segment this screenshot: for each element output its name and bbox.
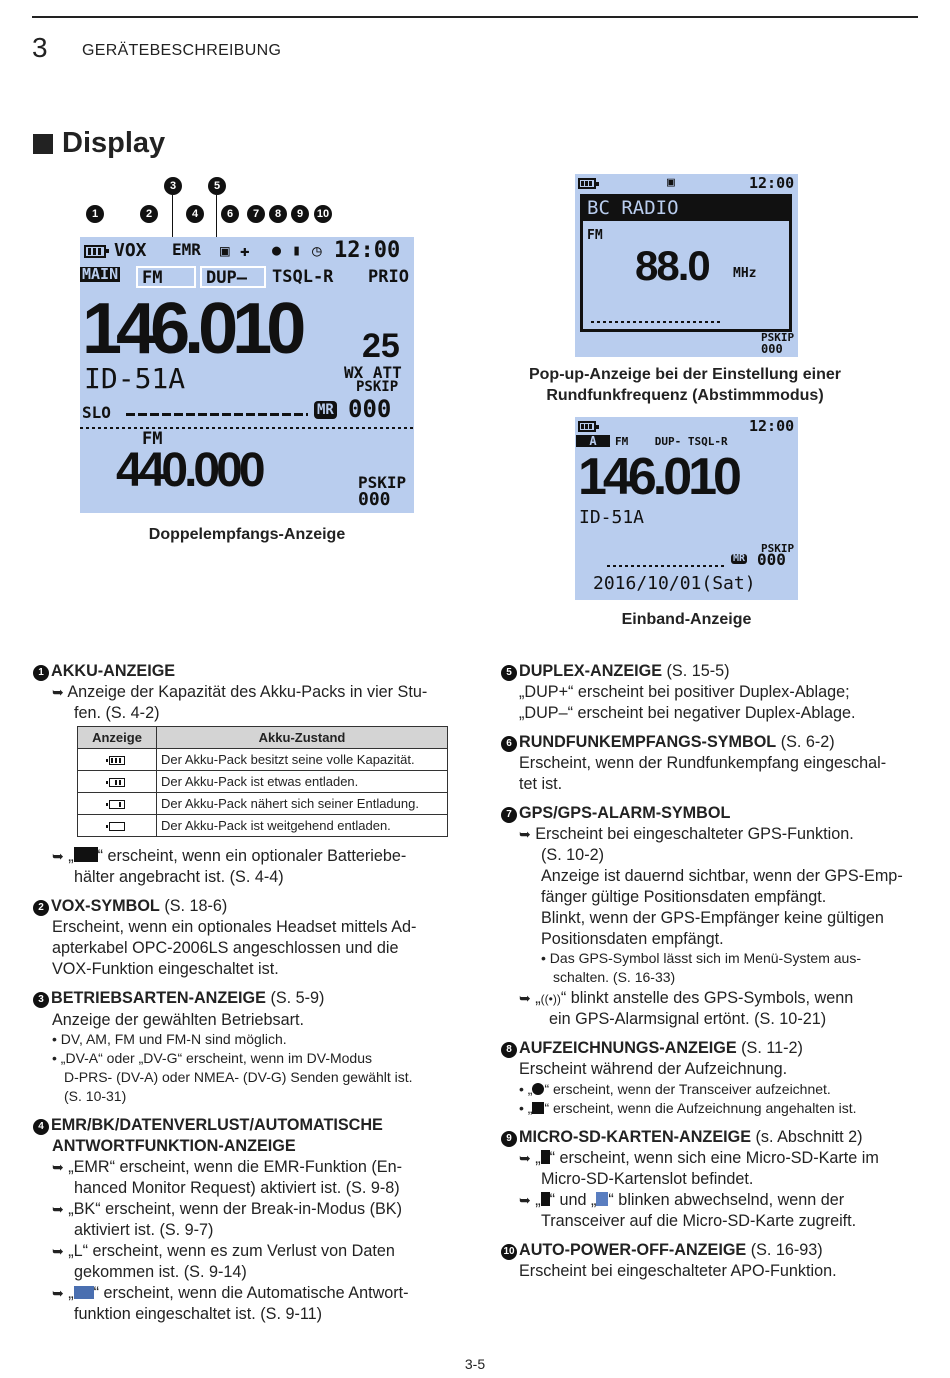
apo-heading — [501, 1240, 823, 1261]
table-header: Akku-Zustand — [157, 727, 448, 749]
chapter-title: GERÄTEBESCHREIBUNG — [82, 42, 282, 59]
mode-ref: (S. 5-9) — [265, 989, 325, 1007]
mr-indicator: MR — [314, 401, 337, 419]
memory-channel: 000 — [348, 395, 392, 423]
tone-indicator: TSQL-R — [272, 267, 334, 287]
battery-full-icon — [109, 756, 125, 765]
callout-10: 10 — [314, 205, 332, 223]
quote: „ — [68, 847, 74, 865]
memory-name: ID-51A — [579, 507, 645, 528]
sd-heading — [501, 1127, 863, 1148]
popup-dots — [591, 321, 721, 323]
emr-line: gekommen ist. (S. 9-14) — [74, 1263, 247, 1281]
sd-text: “ blinken abwechselnd, wenn der — [608, 1191, 845, 1209]
mode-indicator: FM — [136, 266, 196, 288]
number-badge: 10 — [501, 1244, 517, 1260]
date: 2016/10/01(Sat) — [593, 573, 756, 594]
bc-title: RUNDFUNKEMPFANGS-SYMBOL — [519, 733, 777, 751]
mr-indicator: MR — [733, 553, 746, 564]
number-badge: 4 — [33, 1119, 49, 1135]
memory-channel: 000 — [757, 550, 786, 569]
chapter-number: 3 — [32, 32, 48, 63]
gps-alarm-line: ➥ „((•))“ blinkt anstelle des GPS-Symbols, wenn — [519, 989, 854, 1007]
status-indicators: FM DUP- TSQL-R — [615, 435, 728, 448]
sd-line: ➥ „ “ erscheint, wenn sich eine Micro-SD-Karte im — [519, 1149, 879, 1167]
rec-bullet: • „ “ erscheint, wenn der Transceiver aufzeichnet. — [519, 1081, 831, 1097]
single-display-caption: Einband-Anzeige — [621, 611, 752, 628]
section-title: Display — [62, 127, 166, 159]
table-header: Anzeige — [78, 727, 157, 749]
popup-frequency: 88.0 — [635, 242, 709, 289]
akku-note: hälter angebracht ist. (S. 4-4) — [74, 868, 284, 886]
table-cell: Der Akku-Pack ist etwas entladen. — [157, 771, 448, 793]
main-label: MAIN — [82, 265, 119, 283]
arrow-icon: ➥ — [519, 1192, 531, 1208]
emr-indicator: EMR — [172, 240, 201, 259]
sd-line: ➥ „ “ und „ “ blinken abwechselnd, wenn der — [519, 1191, 845, 1209]
vox-ref: (S. 18-6) — [159, 897, 228, 915]
mode-bullet: • „DV-A“ oder „DV-G“ erscheint, wenn im DV-Modus — [52, 1050, 372, 1066]
callout-1: 1 — [86, 205, 104, 223]
arrow-icon: ➥ — [519, 1150, 531, 1166]
wx-att-indicator: WX ATT — [344, 363, 402, 382]
frequency: 146.010 — [578, 448, 738, 506]
emr-line: ➥ „ “ erscheint, wenn die Automatische Antwort- — [52, 1284, 409, 1302]
mode-title: BETRIEBSARTEN-ANZEIGE — [51, 989, 266, 1007]
callout-5: 5 — [208, 177, 226, 195]
duplex-ref: (S. 15-5) — [662, 662, 730, 680]
sd-text: “ und „ — [549, 1191, 597, 1209]
arrow-icon: ➥ — [52, 1201, 64, 1217]
rec-bullet-text: “ erscheint, wenn die Aufzeichnung angehalten ist. — [544, 1100, 857, 1116]
battery-icon — [84, 245, 106, 258]
memory-name: ID-51A — [84, 362, 186, 395]
main-frequency: 146.010 — [82, 289, 301, 369]
number-badge: 9 — [501, 1131, 517, 1147]
arrow-icon: ➥ — [52, 848, 64, 864]
gps-heading — [501, 803, 730, 824]
akku-note — [52, 846, 406, 867]
divider — [80, 427, 414, 429]
apo-title: AUTO-POWER-OFF-ANZEIGE — [519, 1241, 747, 1259]
arrow-icon: ➥ — [519, 826, 531, 842]
rec-line: Erscheint während der Aufzeichnung. — [519, 1060, 788, 1078]
sd-line: Micro-SD-Kartenslot befindet. — [541, 1170, 754, 1188]
battery-low-icon — [109, 800, 125, 809]
gps-title: GPS/GPS-ALARM-SYMBOL — [519, 804, 731, 822]
battery-icon — [578, 421, 596, 432]
popup-pskip: PSKIP — [761, 331, 795, 344]
callout-4: 4 — [186, 205, 204, 223]
battery-case-icon — [74, 847, 98, 862]
sd-line: Transceiver auf die Micro-SD-Karte zugreift. — [541, 1212, 857, 1230]
callout-8: 8 — [269, 205, 287, 223]
emr-line: funktion eingeschaltet ist. (S. 9-11) — [74, 1305, 323, 1323]
broadcast-icon: ▣ — [220, 241, 230, 260]
s-meter-dots — [607, 565, 725, 567]
duplex-heading — [501, 661, 730, 682]
single-band-display — [575, 417, 798, 600]
popup-display — [575, 174, 798, 357]
emr-line — [52, 1199, 402, 1220]
gps-bullet: • Das GPS-Symbol lässt sich im Menü-System aus- — [541, 950, 861, 966]
table-row — [78, 793, 448, 815]
arrow-icon: ➥ — [52, 1285, 64, 1301]
sd-title: MICRO-SD-KARTEN-ANZEIGE — [519, 1128, 752, 1146]
rec-heading — [501, 1038, 803, 1059]
header-rule — [32, 16, 918, 18]
gps-line: Blinkt, wenn der GPS-Empfänger keine gültigen — [541, 909, 884, 927]
dual-receive-display — [80, 237, 414, 513]
bc-line: Erscheint, wenn der Rundfunkempfang eingeschal- — [519, 754, 887, 772]
akku-note-text: “ erscheint, wenn ein optionaler Batteriebe- — [97, 847, 407, 865]
sd-card-icon — [541, 1150, 550, 1164]
sub-frequency: 440.000 — [116, 444, 262, 497]
popup-unit: MHz — [733, 266, 757, 281]
callout-9: 9 — [291, 205, 309, 223]
vox-line: VOX-Funktion eingeschaltet ist. — [52, 960, 279, 978]
duplex-indicator: DUP– — [200, 266, 266, 288]
gps-alarm-line: ein GPS-Alarmsignal ertönt. (S. 10-21) — [549, 1010, 827, 1028]
duplex-line: „DUP+“ erscheint bei positiver Duplex-Ablage; — [519, 683, 850, 701]
akku-title: AKKU-ANZEIGE — [51, 662, 176, 680]
pskip-indicator: PSKIP — [761, 542, 795, 555]
mode-line: Anzeige der gewählten Betriebsart. — [52, 1011, 304, 1029]
rec-title: AUFZEICHNUNGS-ANZEIGE — [519, 1039, 737, 1057]
battery-empty-icon — [109, 822, 125, 831]
callout-6: 6 — [221, 205, 239, 223]
arrow-icon: ➥ — [52, 684, 64, 700]
emr-line: aktiviert ist. (S. 9-7) — [74, 1221, 214, 1239]
sd-ref: (s. Abschnitt 2) — [751, 1128, 863, 1146]
clock: 12:00 — [334, 238, 401, 263]
emr-title: EMR/BK/DATENVERLUST/AUTOMATISCHE — [51, 1116, 383, 1134]
callout-2: 2 — [140, 205, 158, 223]
emr-line: hanced Monitor Request) aktiviert ist. (S. 9-8) — [74, 1179, 400, 1197]
bc-ref: (S. 6-2) — [776, 733, 835, 751]
number-badge: 1 — [33, 665, 49, 681]
table-cell: Der Akku-Pack ist weitgehend entladen. — [157, 815, 448, 837]
akku-line — [52, 682, 427, 703]
callout-7: 7 — [247, 205, 265, 223]
gps-line: fänger gültige Positionsdaten empfängt. — [541, 888, 827, 906]
page-number: 3-5 — [464, 1356, 486, 1372]
broadcast-icon: ▣ — [667, 175, 675, 190]
gps-bullet: schalten. (S. 16-33) — [553, 969, 676, 985]
table-row — [78, 749, 448, 771]
rec-ref: (S. 11-2) — [736, 1039, 803, 1057]
bc-heading — [501, 732, 835, 753]
number-badge: 2 — [33, 900, 49, 916]
rec-bullet: • „ “ erscheint, wenn die Aufzeichnung angehalten ist. — [519, 1100, 857, 1116]
sub-pskip: PSKIP — [358, 473, 407, 492]
number-badge: 6 — [501, 736, 517, 752]
sub-mode: FM — [142, 429, 163, 449]
gps-line: Anzeige ist dauernd sichtbar, wenn der GPS-Emp- — [541, 867, 903, 885]
emr-text: “ erscheint, wenn die Automatische Antwort- — [93, 1284, 409, 1302]
gps-line: (S. 10-2) — [541, 846, 604, 864]
vox-line: apterkabel OPC-2006LS angeschlossen und die — [52, 939, 399, 957]
popup-channel: 000 — [761, 342, 783, 356]
s-meter-bar — [126, 413, 308, 416]
record-icon: ● — [272, 241, 282, 259]
number-badge: 3 — [33, 992, 49, 1008]
main-frequency-small: 25 — [362, 327, 400, 365]
duplex-line: „DUP–“ erscheint bei negativer Duplex-Ablage. — [519, 704, 856, 722]
vox-title: VOX-SYMBOL — [51, 897, 160, 915]
table-row — [78, 815, 448, 837]
gps-line — [519, 824, 854, 845]
popup-title: BC RADIO — [583, 197, 789, 221]
number-badge: 7 — [501, 807, 517, 823]
arrow-icon: ➥ — [519, 990, 531, 1006]
prio-indicator: PRIO — [368, 267, 409, 287]
emr-line — [52, 1157, 402, 1178]
emr-text: „L“ erscheint, wenn es zum Verlust von Daten — [68, 1242, 395, 1260]
mode-bullet: D-PRS- (DV-A) oder NMEA- (DV-G) Senden gewählt ist. — [64, 1069, 413, 1085]
emr-text: „BK“ erscheint, wenn der Break-in-Modus (BK) — [68, 1200, 402, 1218]
record-icon — [532, 1083, 544, 1095]
mode-bullet: • DV, AM, FM und FM-N sind möglich. — [52, 1031, 287, 1047]
akku-text: Anzeige der Kapazität des Akku-Packs in vier Stu- — [67, 683, 428, 701]
rec-bullet-text: “ erscheint, wenn der Transceiver aufzeichnet. — [544, 1081, 831, 1097]
emr-title: ANTWORTFUNKTION-ANZEIGE — [52, 1137, 296, 1155]
gps-text: Erscheint bei eingeschalteter GPS-Funktion. — [535, 825, 854, 843]
sd-card-icon: ▮ — [292, 241, 302, 259]
gps-alarm-icon: ((•)) — [540, 992, 561, 1006]
table-cell: Der Akku-Pack nähert sich seiner Entladung. — [157, 793, 448, 815]
gps-icon: ✚ — [240, 241, 250, 260]
popup-caption-1: Pop-up-Anzeige bei der Einstellung einer — [528, 366, 842, 383]
pause-icon — [532, 1102, 544, 1114]
clock: 12:00 — [749, 174, 795, 192]
sd-access-icon — [596, 1192, 608, 1206]
battery-icon — [578, 178, 596, 189]
gps-alarm-text: “ blinkt anstelle des GPS-Symbols, wenn — [560, 989, 854, 1007]
popup-mode: FM — [587, 228, 603, 243]
emr-heading — [33, 1115, 383, 1136]
number-badge: 8 — [501, 1042, 517, 1058]
mode-bullet: (S. 10-31) — [64, 1088, 127, 1104]
pskip-indicator: PSKIP — [356, 379, 399, 395]
bc-line: tet ist. — [519, 775, 563, 793]
battery-table — [77, 726, 448, 837]
apo-icon: ◷ — [312, 241, 322, 260]
apo-ref: (S. 16-93) — [746, 1241, 823, 1259]
akku-heading — [33, 661, 175, 682]
vox-heading — [33, 896, 227, 917]
emr-line — [52, 1241, 395, 1262]
gps-line: Positionsdaten empfängt. — [541, 930, 724, 948]
vox-line: Erscheint, wenn ein optionales Headset mittels Ad- — [52, 918, 417, 936]
sub-channel: 000 — [358, 489, 391, 510]
battery-mid-icon — [109, 778, 125, 787]
mode-heading — [33, 988, 324, 1009]
s-meter-label: SLO — [82, 403, 111, 422]
apo-line: Erscheint bei eingeschalteter APO-Funktion. — [519, 1262, 837, 1280]
callout-3: 3 — [164, 177, 182, 195]
popup-caption-2: Rundfunkfrequenz (Abstimmmodus) — [546, 387, 824, 404]
band-label: A — [576, 435, 610, 447]
auto-reply-icon — [74, 1286, 94, 1299]
table-cell: Der Akku-Pack besitzt seine volle Kapazität. — [157, 749, 448, 771]
duplex-title: DUPLEX-ANZEIGE — [519, 662, 663, 680]
sd-card-icon — [541, 1192, 550, 1206]
number-badge: 5 — [501, 665, 517, 681]
arrow-icon: ➥ — [52, 1243, 64, 1259]
table-row — [78, 771, 448, 793]
akku-line: fen. (S. 4-2) — [74, 704, 160, 722]
popup-window — [580, 194, 792, 332]
vox-indicator: VOX — [114, 240, 147, 261]
clock: 12:00 — [749, 417, 795, 435]
sd-text: “ erscheint, wenn sich eine Micro-SD-Karte im — [549, 1149, 879, 1167]
emr-text: „EMR“ erscheint, wenn die EMR-Funktion (En- — [68, 1158, 402, 1176]
arrow-icon: ➥ — [52, 1159, 64, 1175]
dual-display-caption: Doppelempfangs-Anzeige — [148, 526, 346, 543]
section-bullet-icon — [33, 134, 53, 154]
